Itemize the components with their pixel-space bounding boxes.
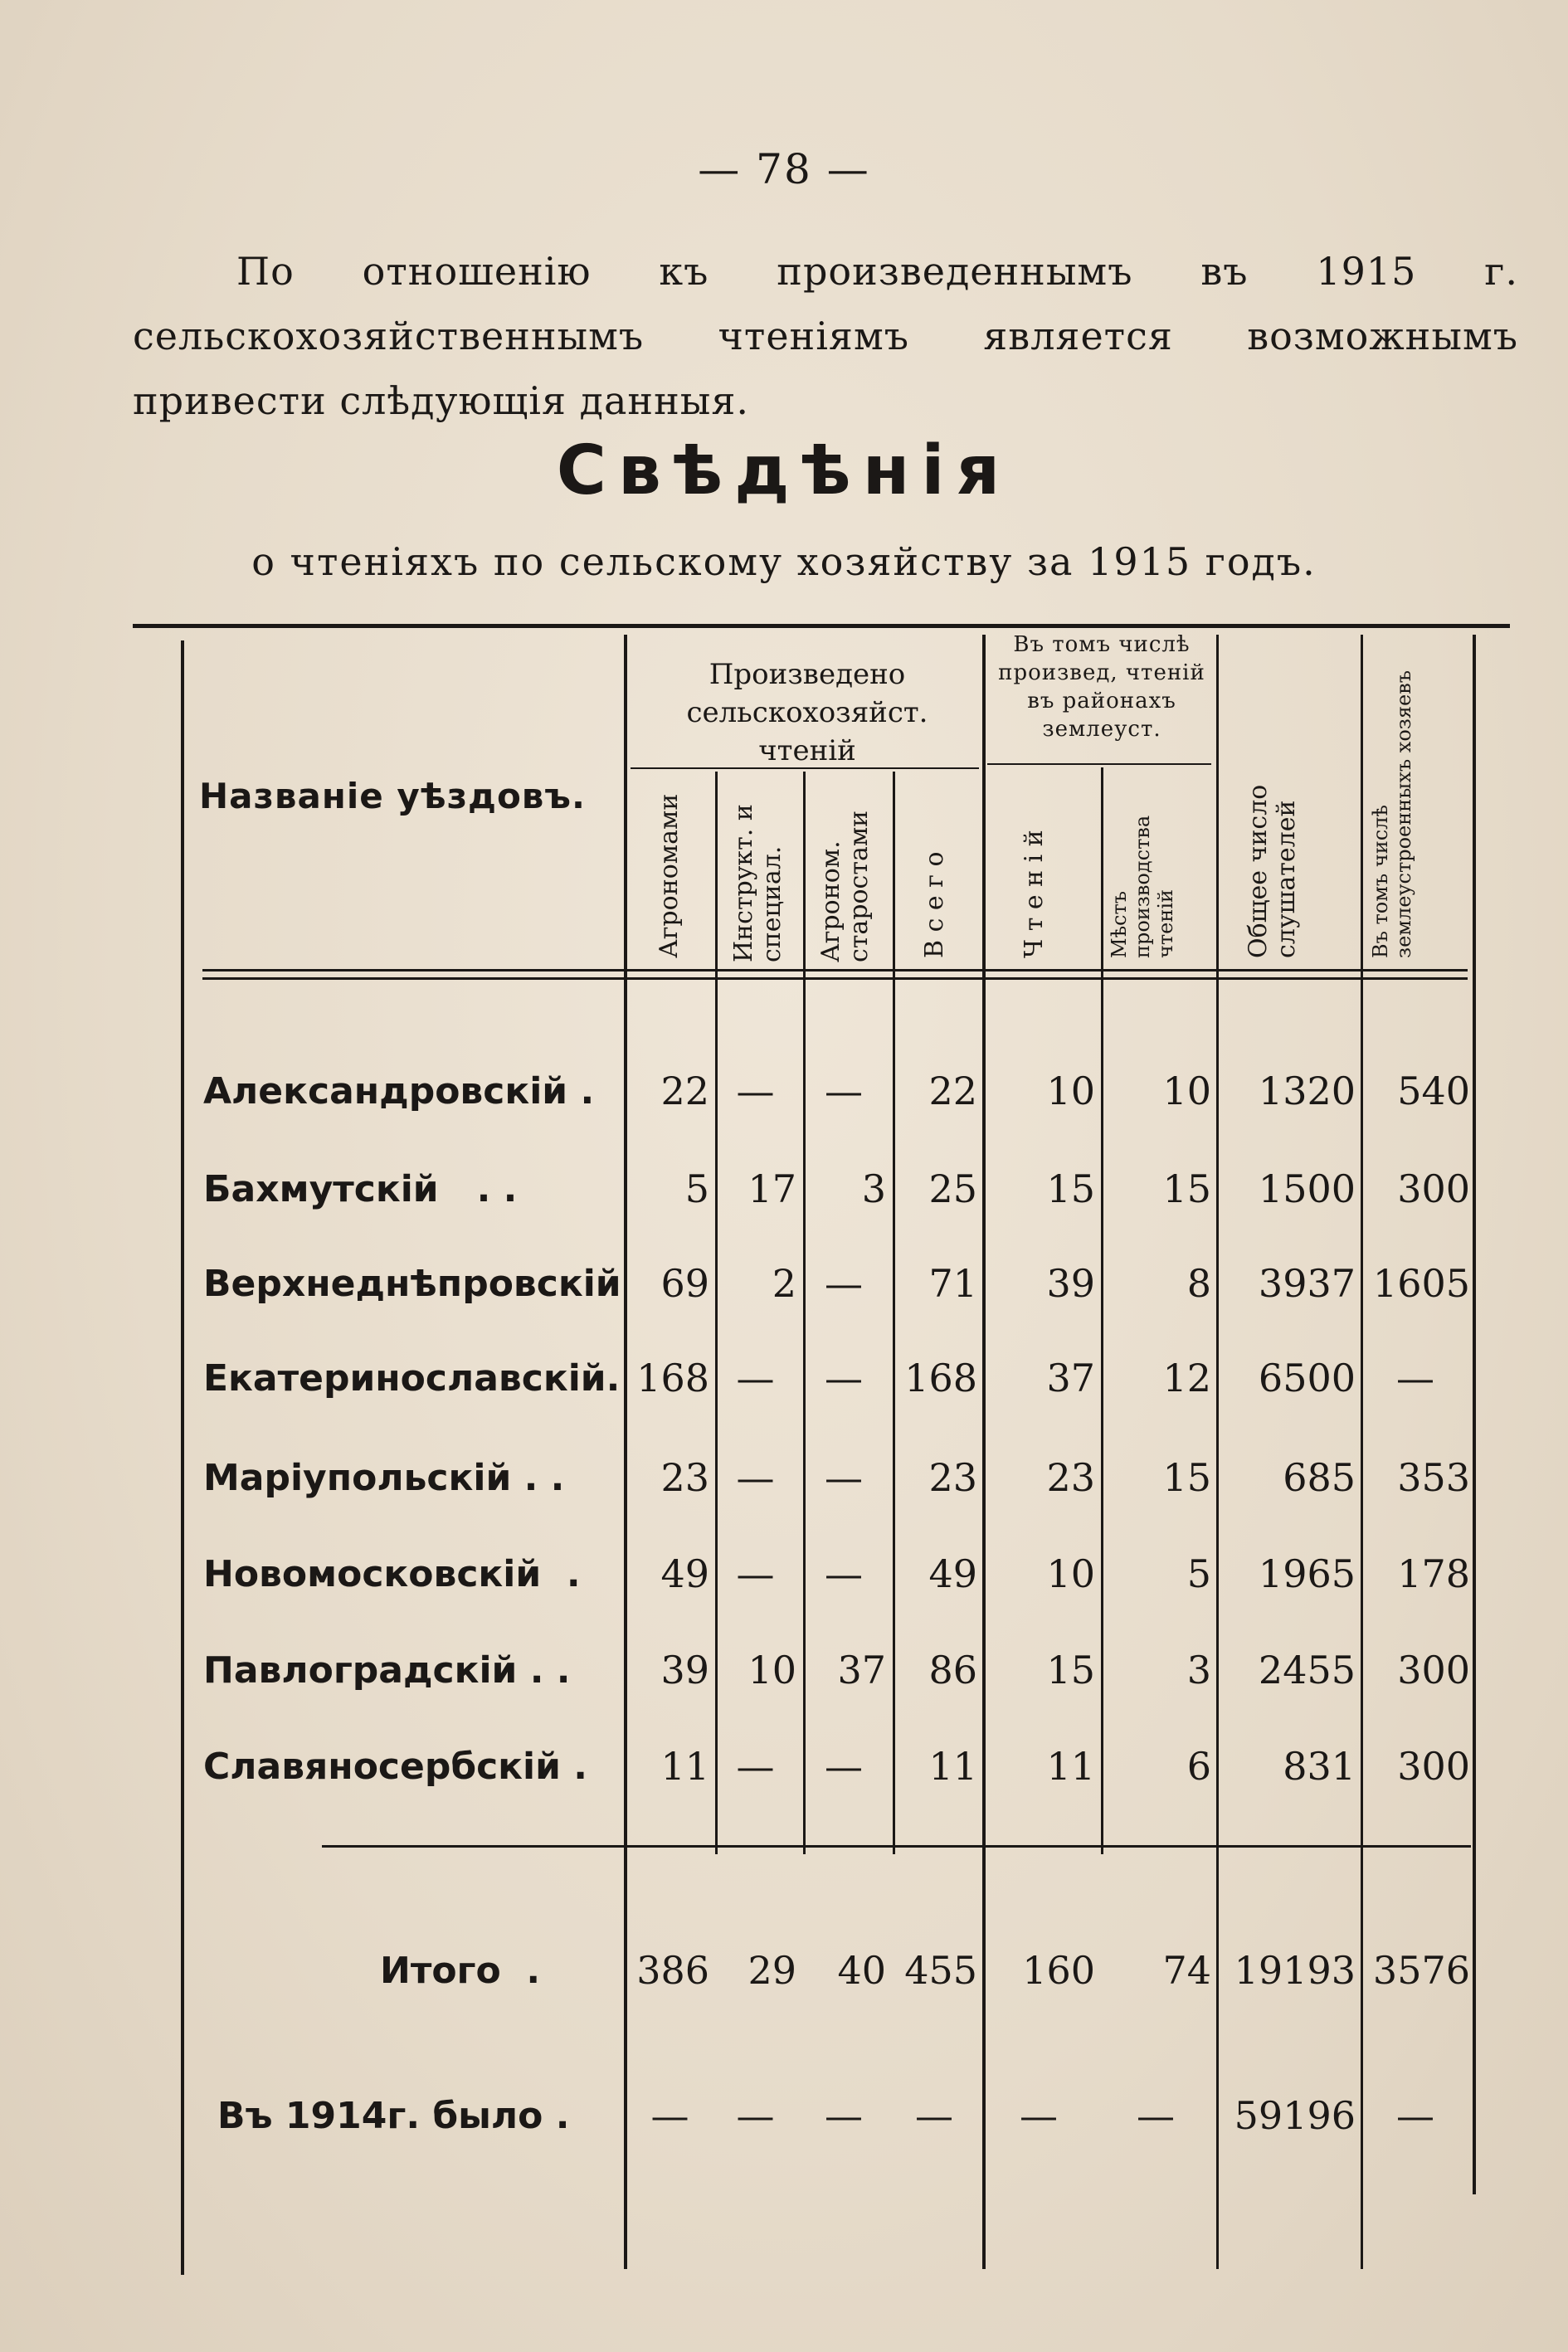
table-cell: 23 (660, 1455, 709, 1500)
col-sep-6 (1216, 635, 1219, 2269)
table-cell: — (736, 1069, 775, 1113)
row-district-name (203, 1263, 621, 1305)
group-performed-header: Произведено сельскохозяйст. чтеній (686, 658, 928, 767)
table-cell: 86 (928, 1648, 977, 1692)
table-cell: — (825, 1261, 863, 1306)
table-cell: — (825, 1551, 863, 1596)
table-cell: 685 (1283, 1455, 1356, 1500)
row-name-text: Екатеринославскій (203, 1357, 606, 1400)
page-number: — 78 — (698, 145, 870, 193)
col-sep-8 (1327, 1854, 1329, 2269)
table-cell: 3 (1186, 1648, 1211, 1692)
table-cell: 15 (1162, 1455, 1211, 1500)
row-district-name (380, 1950, 540, 1992)
col-places-header: Мѣстъ производства чтеній (1108, 815, 1177, 958)
table-cell: 1320 (1258, 1069, 1356, 1113)
table-cell: — (736, 1744, 775, 1789)
row-district-name (217, 2095, 569, 2137)
row-district-name (203, 1649, 570, 1692)
table-cell: 25 (928, 1166, 977, 1211)
table-cell: — (736, 1551, 775, 1596)
table-cell: 59196 (1234, 2093, 1356, 2138)
table-cell: 49 (928, 1551, 977, 1596)
table-cell: 2455 (1258, 1648, 1356, 1692)
row-name-leader: . (560, 1746, 587, 1788)
header-bottom-rule (202, 969, 1468, 971)
table-cell: 168 (636, 1356, 709, 1400)
row-name-leader: . (567, 1070, 595, 1113)
table-cell: 1965 (1258, 1551, 1356, 1596)
row-name-text: Новомосковскій (203, 1553, 542, 1595)
table-cell: 455 (904, 1948, 977, 1993)
table-cell: — (1020, 2093, 1058, 2138)
table-cell: — (650, 2093, 689, 2138)
table-cell: 540 (1397, 1069, 1470, 1113)
table-cell: — (825, 1455, 863, 1500)
row-district-name (203, 1168, 517, 1210)
col-elders-header: Агроном. старостами (816, 810, 874, 962)
table-cell: 71 (928, 1261, 977, 1306)
table-cell: 19193 (1234, 1948, 1356, 1993)
table-cell: 12 (1162, 1356, 1211, 1400)
table-cell: 6500 (1258, 1356, 1356, 1400)
table-cell: 178 (1397, 1551, 1470, 1596)
row-name-leader: . (606, 1357, 621, 1400)
table-cell: 300 (1397, 1648, 1470, 1692)
table-cell: 69 (660, 1261, 709, 1306)
table-cell: 3576 (1372, 1948, 1470, 1993)
table-cell: 22 (660, 1069, 709, 1113)
table-title: Свѣдѣнія (556, 431, 1012, 510)
row-name-leader: . . (511, 1457, 565, 1499)
row-name-leader: . (543, 2095, 570, 2137)
table-cell: 22 (928, 1069, 977, 1113)
row-name-leader: . . (517, 1649, 571, 1692)
col-instructors-header: Инструкт. и специал. (729, 804, 786, 962)
table-cell: 74 (1162, 1948, 1211, 1993)
table-cell: 11 (928, 1744, 977, 1789)
group-landreform-header: Въ томъ числѣ произвед, чтеній въ районахъ землеуст. (998, 632, 1205, 742)
table-cell: 300 (1397, 1166, 1470, 1211)
table-cell: — (825, 2093, 863, 2138)
table-cell: 168 (904, 1356, 977, 1400)
table-cell: — (1396, 1356, 1434, 1400)
col-agronomists-header: Агрономами (655, 793, 684, 958)
row-district-name (203, 1357, 620, 1400)
row-name-text: Верхнеднѣпровскій (203, 1263, 621, 1305)
table-cell: 39 (1046, 1261, 1095, 1306)
intro-paragraph: По отношенію къ произведеннымъ въ 1915 г. сельскохозяйственнымъ чтеніямъ является возможнымъ привести слѣдующія данныя. (133, 249, 1518, 423)
col-readings-header: Ч т е н і й (1020, 830, 1049, 958)
row-name-text: Бахмутскій (203, 1168, 439, 1210)
row-name-text: Александровскій (203, 1070, 568, 1113)
table-cell: 8 (1186, 1261, 1211, 1306)
table-cell: 15 (1162, 1166, 1211, 1211)
table-cell: 831 (1283, 1744, 1356, 1789)
table-cell: 17 (747, 1166, 796, 1211)
table-top-rule (133, 624, 1510, 628)
table-cell: 1605 (1372, 1261, 1470, 1306)
row-name-text: Въ 1914г. было (217, 2095, 543, 2137)
table-cell: 15 (1046, 1166, 1095, 1211)
table-cell: 23 (928, 1455, 977, 1500)
col-landowners-header: Въ томъ числѣ землеустроенныхъ хозяевъ (1369, 670, 1415, 958)
table-cell: — (825, 1356, 863, 1400)
group2-divider (987, 763, 1211, 765)
table-cell: 3937 (1258, 1261, 1356, 1306)
row-name-text: Славяносербскій (203, 1746, 561, 1788)
row-district-name (203, 1746, 587, 1788)
table-cell: 5 (1186, 1551, 1211, 1596)
row-name-leader: . (500, 1950, 541, 1992)
col-total-header: В с е г о (920, 851, 949, 958)
table-cell: 29 (747, 1948, 796, 1993)
row-district-name (203, 1457, 564, 1499)
row-name-leader: . (541, 1553, 581, 1595)
table-cell: 5 (684, 1166, 709, 1211)
table-cell: 23 (1046, 1455, 1095, 1500)
table-cell: 15 (1046, 1648, 1095, 1692)
table-cell: — (825, 1744, 863, 1789)
table-cell: 160 (1022, 1948, 1095, 1993)
table-cell: 300 (1397, 1744, 1470, 1789)
table-cell: — (1396, 2093, 1434, 2138)
col-listeners-header: Общее число слушателей (1244, 784, 1301, 958)
row-name-text: Маріупольскій (203, 1457, 512, 1499)
table-cell: 37 (1046, 1356, 1095, 1400)
table-cell: — (1137, 2093, 1175, 2138)
table-left-border (181, 640, 184, 2275)
table-cell: 386 (636, 1948, 709, 1993)
row-name-leader: . . (438, 1168, 518, 1210)
table-cell: — (825, 1069, 863, 1113)
table-cell: 10 (1046, 1551, 1095, 1596)
table-cell: 6 (1186, 1744, 1211, 1789)
table-cell: — (915, 2093, 953, 2138)
table-cell: 37 (837, 1648, 886, 1692)
table-cell: 2 (772, 1261, 796, 1306)
table-cell: 10 (1046, 1069, 1095, 1113)
table-cell: — (736, 2093, 775, 2138)
table-cell: 49 (660, 1551, 709, 1596)
totals-top-rule (322, 1845, 1471, 1848)
row-district-name (203, 1553, 581, 1595)
table-cell: 353 (1397, 1455, 1470, 1500)
table-cell: 39 (660, 1648, 709, 1692)
table-cell: 3 (861, 1166, 886, 1211)
table-cell: 11 (660, 1744, 709, 1789)
table-right-border (1473, 635, 1476, 2194)
col-sep-name (624, 635, 627, 2269)
row-name-text: Итого (380, 1950, 501, 1992)
table-cell: 10 (1162, 1069, 1211, 1113)
name-column-header: Названіе уѣздовъ. (199, 776, 586, 816)
table-cell: — (736, 1455, 775, 1500)
col-sep-7 (1361, 635, 1363, 2269)
table-cell: 10 (747, 1648, 796, 1692)
table-cell: 11 (1046, 1744, 1095, 1789)
col-sep-4 (982, 635, 986, 2269)
table-cell: 40 (837, 1948, 886, 1993)
table-cell: 1500 (1258, 1166, 1356, 1211)
table-subtitle: о чтеніяхъ по сельскому хозяйству за 1915 годъ. (251, 539, 1317, 584)
row-district-name (203, 1070, 594, 1113)
row-name-text: Павлоградскій (203, 1649, 518, 1692)
header-bottom-rule-2 (202, 977, 1468, 980)
table-cell: — (736, 1356, 775, 1400)
